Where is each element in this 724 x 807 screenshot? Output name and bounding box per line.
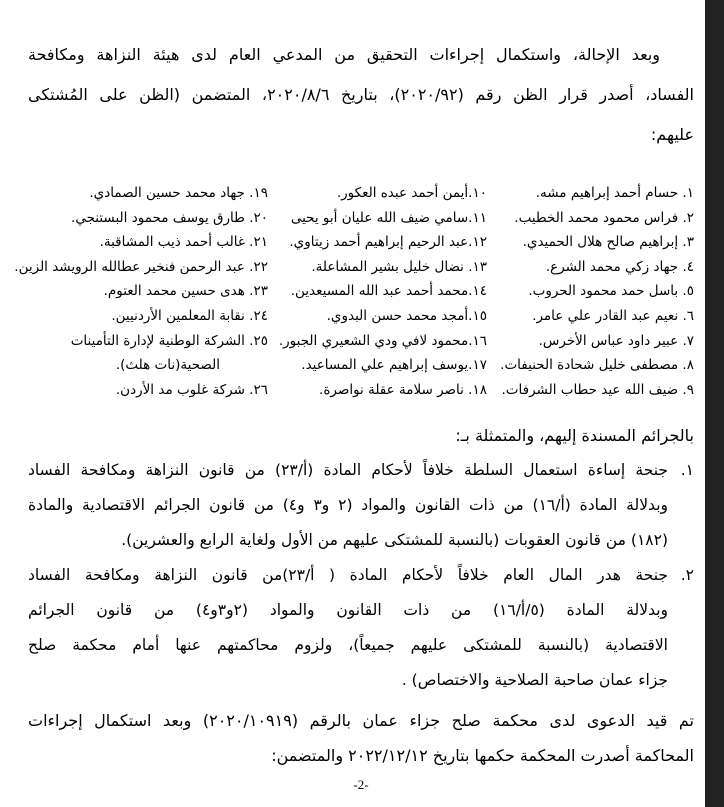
text-line: جنحة هدر المال العام خلافاً لأحكام المادة ( أ/٢٣)من قانون النزاهة ومكافحة الفساد <box>28 566 668 585</box>
text-line: تم قيد الدعوى لدى محكمة صلح جزاء عمان بالرقم (٢٠٢٠/١٠٩١٩) وبعد استكمال إجراءات <box>28 711 695 731</box>
defendant-item: ٩. ضيف الله عيد حطاب الشرفات. <box>501 381 694 398</box>
charge-item-2 <box>28 558 694 698</box>
defendant-item: ١٧.يوسف إبراهيم علي المساعيد. <box>301 357 487 374</box>
defendant-item: ٢٠. طارق يوسف محمود البستنجي. <box>71 209 268 226</box>
charges-heading: بالجرائم المسندة إليهم، والمتمثلة بـ: <box>455 426 694 446</box>
charge-text <box>28 558 668 698</box>
intro-paragraph <box>28 35 694 155</box>
text-line: وبعد الإحالة، واستكمال إجراءات التحقيق من المدعي العام لدى هيئة النزاهة ومكافحة <box>28 45 660 64</box>
defendant-item: ٥. باسل حمد محمود الحروب. <box>528 283 694 300</box>
defendant-item: ٤. جهاد زكي محمد الشرع. <box>545 258 694 275</box>
defendant-item: ١٦.محمود لافي ودي الشعيري الجبور. <box>278 332 487 349</box>
defendant-item: ٢٥. الشركة الوطنية لإدارة التأمينات الصحية(نات هلث). <box>70 332 268 374</box>
defendant-item: ١٤.محمد أحمد عبد الله المسيعدين. <box>290 283 487 300</box>
text-line: وبدلالة المادة (٥/أ/١٦) من ذات القانون والمواد (٢و٣و٤) من قانون الجرائم <box>28 601 669 620</box>
text-line: الاقتصادية (بالنسبة للمشتكى عليهم جميعاً)، ولزوم محاكمتهم عنها أمام محكمة صلح <box>28 636 668 655</box>
defendant-item: ١٠.أيمن أحمد عبده العكور. <box>336 185 487 201</box>
closing-paragraph <box>28 703 694 773</box>
charge-text <box>28 453 668 558</box>
page-content <box>14 0 695 793</box>
defendant-item: ١. حسام أحمد إبراهيم مشه. <box>535 185 694 201</box>
defendant-item: ٢. فراس محمود محمد الخطيب. <box>514 209 694 226</box>
defendant-item: ١٢.عبد الرحيم إبراهيم أحمد زيتاوي. <box>289 234 487 251</box>
text-line: عليهم: <box>650 125 694 144</box>
defendants-list <box>14 181 694 402</box>
charge-number: ٢. <box>680 566 694 585</box>
defendant-item: ١٩. جهاد محمد حسين الصمادي. <box>89 185 268 201</box>
defendant-item: ٢٢. عبد الرحمن فنخير عطالله الرويشد الزين. <box>14 258 268 275</box>
charge-item-1 <box>28 453 694 558</box>
text-line: وبدلالة المادة (أ/١٦) من ذات القانون والمواد (٢ و٣ و٤) من قانون الجرائم الاقتصادية والمادة <box>28 496 668 515</box>
defendant-item: ١١.سامي ضيف الله عليان أبو يحيى <box>290 209 487 226</box>
defendant-item: ٣. إبراهيم صالح هلال الحميدي. <box>522 234 694 251</box>
defendant-item: ١٨. ناصر سلامة عقلة نواصرة. <box>319 381 487 398</box>
defendant-item: ١٥.أمجد محمد حسن البدوي. <box>326 307 487 324</box>
defendant-item: ٨. مصطفى خليل شحادة الحنيفات. <box>500 357 694 374</box>
page-number: -2- <box>353 777 369 793</box>
text-line: الفساد، أصدر قرار الظن رقم (٢٠٢٠/٩٢)، بتاريخ ٢٠٢٠/٨/٦، المتضمن (الظن على المُشتكى <box>28 85 694 104</box>
text-line: جزاء عمان صاحبة الصلاحية والاختصاص) . <box>401 671 668 690</box>
defendant-item: ١٣. نضال خليل بشير المشاعلة. <box>311 258 487 275</box>
text-line: المحاكمة أصدرت المحكمة حكمها بتاريخ ٢٠٢٢/١٢/١٢ والمتضمن: <box>271 746 694 766</box>
defendant-item: ٢٦. شركة غلوب مد الأردن. <box>115 381 268 398</box>
defendant-item: ٧. عبير داود عباس الأخرس. <box>538 332 694 349</box>
defendants-column-2 <box>275 181 487 402</box>
defendants-column-1 <box>494 181 694 402</box>
charge-number: ١. <box>680 461 694 480</box>
defendant-item: ٢٤. نقابة المعلمين الأردنيين. <box>111 307 268 324</box>
defendant-item: ٦. نعيم عبد القادر علي عامر. <box>532 307 694 324</box>
defendant-item: ٢٣. هدى حسين محمد العتوم. <box>103 283 268 300</box>
viewer-edge-bar <box>705 0 724 807</box>
defendant-item: ٢١. غالب أحمد ذيب المشاقبة. <box>99 234 268 251</box>
defendants-column-3 <box>14 181 268 402</box>
text-line: جنحة إساءة استعمال السلطة خلافاً لأحكام المادة (أ/٢٣) من قانون النزاهة ومكافحة الفساد <box>28 461 668 480</box>
text-line: (١٨٢) من قانون العقوبات (بالنسبة للمشتكى عليهم من الأول ولغاية الرابع والعشرين). <box>121 531 668 550</box>
